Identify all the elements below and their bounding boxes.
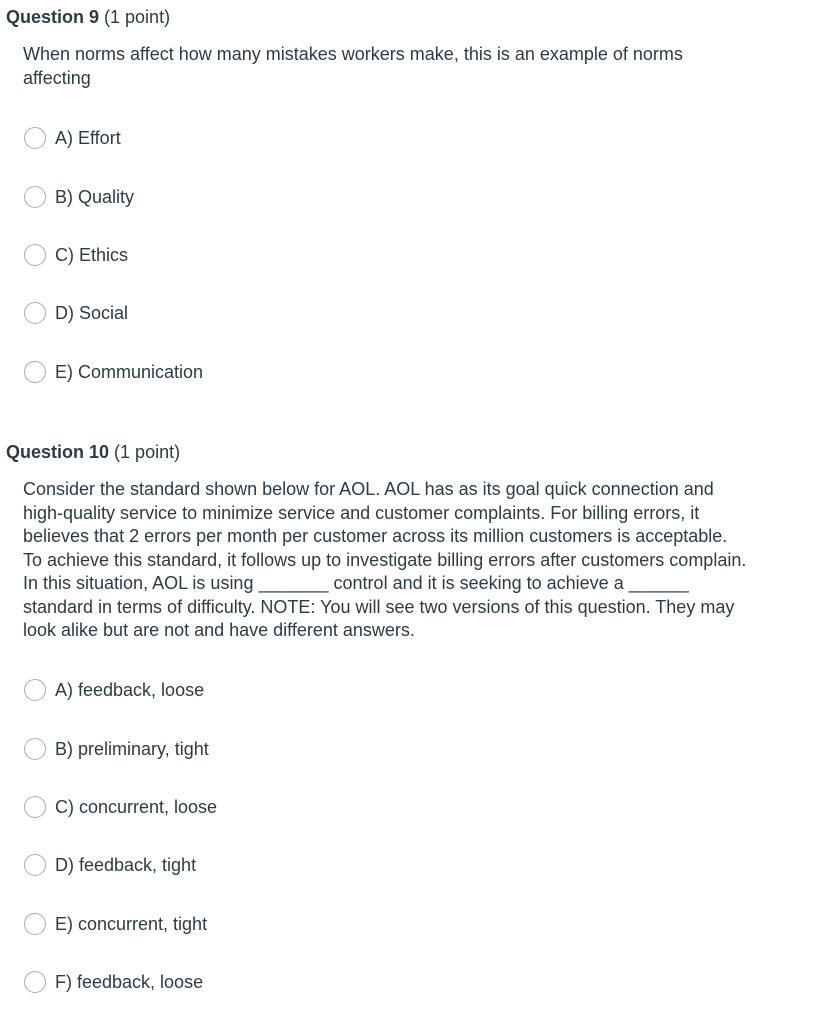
option-label: D) Social <box>55 303 129 323</box>
option-label: A) Effort <box>55 128 121 148</box>
answer-option-c[interactable] <box>24 794 217 820</box>
question-text: When norms affect how many mistakes workers make, this is an example of norms affecting <box>23 44 683 88</box>
option-label: F) feedback, loose <box>55 972 204 992</box>
question-title: Question 10 <box>6 442 110 462</box>
radio-button[interactable] <box>24 913 46 935</box>
option-label: B) preliminary, tight <box>55 739 209 759</box>
radio-button[interactable] <box>24 854 46 876</box>
answer-option-b[interactable] <box>24 184 134 210</box>
radio-button[interactable] <box>24 361 46 383</box>
answer-option-a[interactable] <box>24 677 204 703</box>
radio-button[interactable] <box>24 738 46 760</box>
question-points: (1 point) <box>114 442 181 462</box>
option-label: C) concurrent, loose <box>55 797 218 817</box>
radio-button[interactable] <box>24 971 46 993</box>
answer-option-e[interactable] <box>24 359 203 385</box>
option-label: E) concurrent, tight <box>55 914 208 934</box>
answer-option-b[interactable] <box>24 736 209 762</box>
answer-option-f[interactable] <box>24 969 203 995</box>
radio-button[interactable] <box>24 186 46 208</box>
question-points: (1 point) <box>104 7 171 27</box>
radio-button[interactable] <box>24 796 46 818</box>
question-title: Question 9 <box>6 7 100 27</box>
option-label: B) Quality <box>55 187 135 207</box>
radio-button[interactable] <box>24 127 46 149</box>
option-label: E) Communication <box>55 362 204 382</box>
radio-button[interactable] <box>24 302 46 324</box>
answer-option-a[interactable] <box>24 125 121 151</box>
answer-option-d[interactable] <box>24 300 128 326</box>
option-label: A) feedback, loose <box>55 680 205 700</box>
question-header <box>6 6 170 28</box>
question-header <box>6 441 180 463</box>
answer-option-d[interactable] <box>24 852 196 878</box>
option-label: D) feedback, tight <box>55 855 197 875</box>
answer-option-e[interactable] <box>24 911 207 937</box>
radio-button[interactable] <box>24 679 46 701</box>
option-label: C) Ethics <box>55 245 129 265</box>
radio-button[interactable] <box>24 244 46 266</box>
question-text: Consider the standard shown below for AOL. AOL has as its goal quick connection and high-quality service to minimize service and customer complaints. For billing errors, it believes that 2 errors per month per customer across its million customers is acceptable. To achieve this standard, it follows up to investigate billing errors after customers complain. In this situation, AOL is using _______ control and it is seeking to achieve a ______ standard in terms of difficulty. NOTE: You will see two versions of this question. They may look alike but are not and have different answers. <box>23 479 747 640</box>
answer-option-c[interactable] <box>24 242 128 268</box>
